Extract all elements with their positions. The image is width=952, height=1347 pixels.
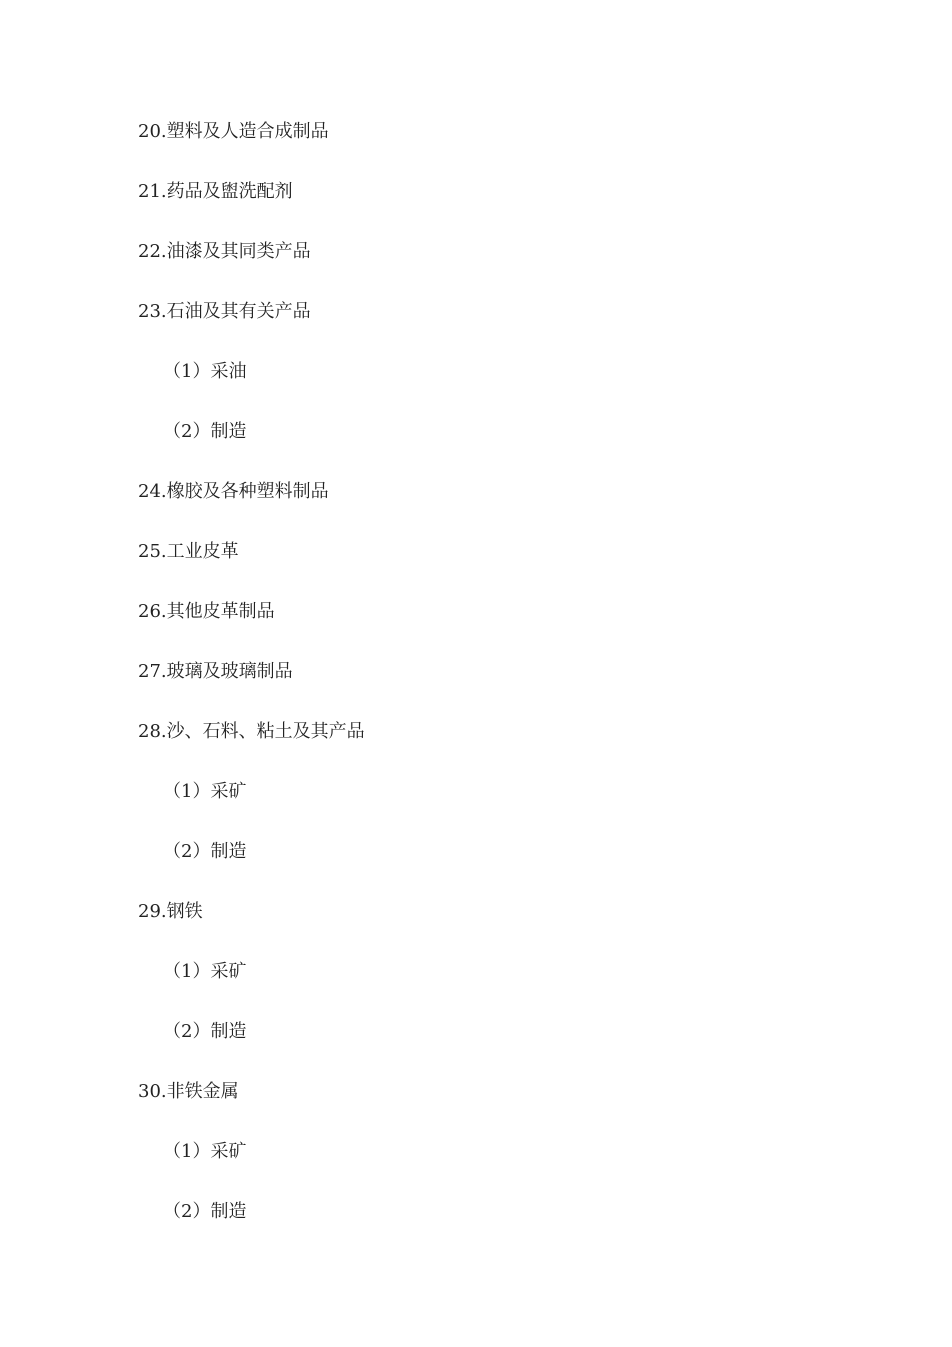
list-item: 21.药品及盥洗配剂: [138, 181, 293, 202]
sub-list-item: （2）制造: [163, 1021, 247, 1042]
list-item: 28.沙、石料、粘土及其产品: [138, 721, 365, 742]
sub-list-item: （2）制造: [163, 421, 247, 442]
sub-list-item: （1）采油: [163, 361, 247, 382]
sub-list-item: （1）采矿: [163, 961, 247, 982]
sub-list-item: （2）制造: [163, 1201, 247, 1222]
list-item: 22.油漆及其同类产品: [138, 241, 311, 262]
list-item: 20.塑料及人造合成制品: [138, 121, 329, 142]
sub-list-item: （1）采矿: [163, 1141, 247, 1162]
list-item: 23.石油及其有关产品: [138, 301, 311, 322]
industry-list: [0, 112, 952, 1252]
sub-list-item: （1）采矿: [163, 781, 247, 802]
list-item: 26.其他皮革制品: [138, 601, 275, 622]
list-item: 30.非铁金属: [138, 1081, 239, 1102]
list-item: 29.钢铁: [138, 901, 203, 922]
list-item: 24.橡胶及各种塑料制品: [138, 481, 329, 502]
list-item: 25.工业皮革: [138, 541, 239, 562]
sub-list-item: （2）制造: [163, 841, 247, 862]
list-item: 27.玻璃及玻璃制品: [138, 661, 293, 682]
